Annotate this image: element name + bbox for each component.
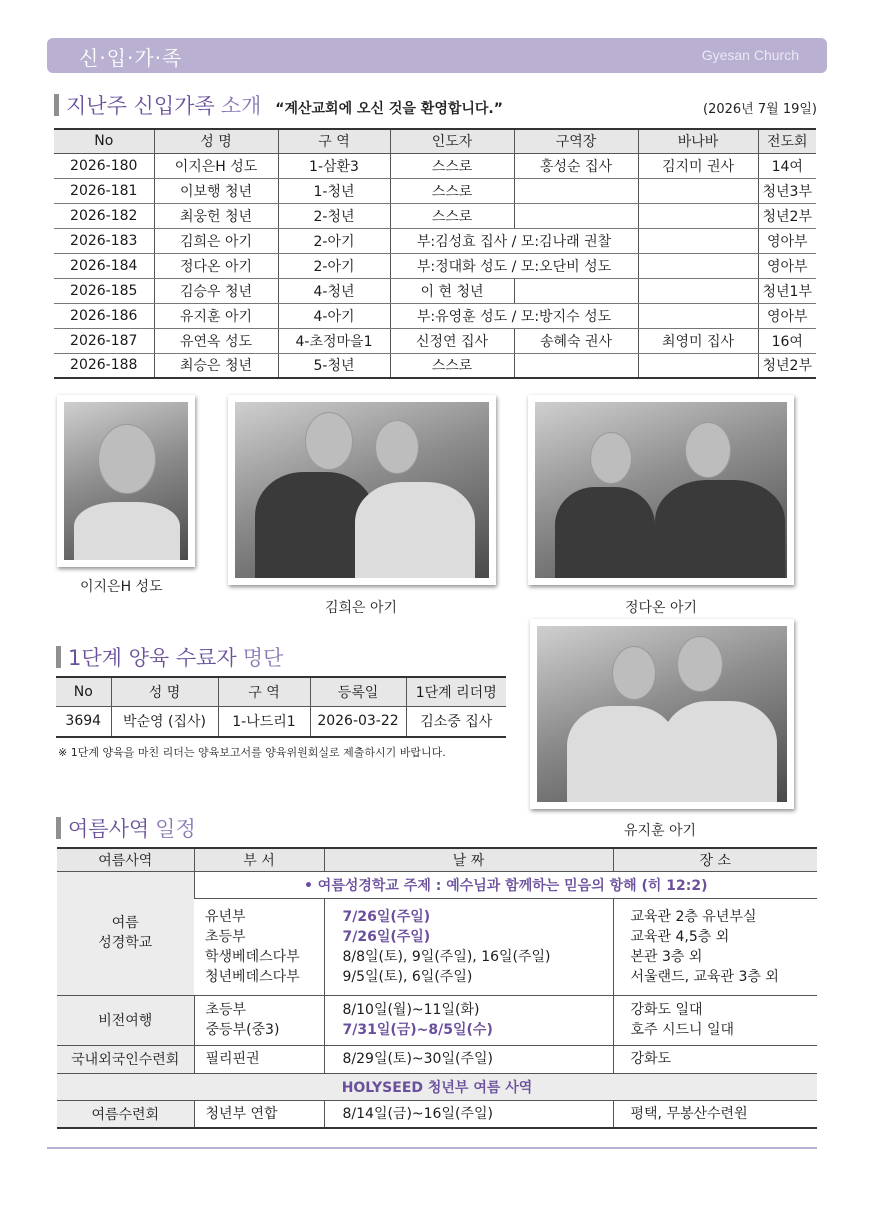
dept-line: 청년베데스다부 — [205, 968, 300, 985]
date-line: 8/10일(월)~11일(화) — [342, 1002, 480, 1018]
header-title: 신·입·가·족 — [79, 46, 183, 70]
cell-depts — [194, 995, 324, 1045]
cell-no: 2026-182 — [54, 203, 154, 228]
cell-program: 국내외국인수련회 — [57, 1045, 194, 1073]
cell-barnabas — [638, 353, 758, 378]
date-note: (2026년 7월 19일) — [703, 102, 817, 117]
cell-leader — [514, 353, 638, 378]
cell-no: 2026-184 — [54, 253, 154, 278]
cell-no: 2026-188 — [54, 353, 154, 378]
church-name: Gyesan Church — [701, 47, 799, 63]
col-header: 전도회 — [758, 129, 816, 153]
table-row — [57, 1100, 817, 1128]
cell-barnabas: 최영미 집사 — [638, 328, 758, 353]
cell-guide: 스스로 — [390, 353, 514, 378]
date-line: 7/31일(금)~8/5일(수) — [342, 1022, 493, 1038]
program-label: 성경학교 — [98, 935, 153, 951]
cell-area: 5-청년 — [278, 353, 390, 378]
place-line: 서울랜드, 교육관 3층 외 — [630, 968, 779, 985]
col-header: 부 서 — [194, 848, 324, 871]
cell-name: 김승우 청년 — [154, 278, 278, 303]
cell-dept: 청년2부 — [758, 353, 816, 378]
cell-place: 강화도 — [613, 1045, 817, 1073]
place-line: 교육관 2층 유년부실 — [630, 908, 757, 925]
cell-barnabas — [638, 278, 758, 303]
table-row — [54, 228, 816, 253]
cell-barnabas: 김지미 권사 — [638, 153, 758, 178]
cell-dept: 영아부 — [758, 303, 816, 328]
cell-dept: 영아부 — [758, 228, 816, 253]
heading-bar — [56, 817, 61, 839]
cell-name: 이지은H 성도 — [154, 153, 278, 178]
cell-guide: 스스로 — [390, 178, 514, 203]
cell-dates — [324, 898, 613, 995]
cell-no: 3694 — [56, 706, 111, 737]
heading-strong: 여름사역 — [68, 817, 150, 841]
dept-line: 학생베데스다부 — [205, 948, 300, 965]
col-header: 바나바 — [638, 129, 758, 153]
cell-no: 2026-185 — [54, 278, 154, 303]
table-row — [54, 303, 816, 328]
table-row — [54, 253, 816, 278]
heading-strong: 지난주 신입가족 — [66, 94, 215, 118]
table-header-row — [57, 848, 817, 871]
program-label: 여름 — [111, 915, 139, 931]
cell-area: 2-아기 — [278, 253, 390, 278]
cell-barnabas — [638, 203, 758, 228]
col-header: 성 명 — [111, 677, 218, 706]
photo-caption: 정다온 아기 — [625, 600, 698, 616]
cell-dept: 14여 — [758, 153, 816, 178]
cell-area: 2-아기 — [278, 228, 390, 253]
cell-program: 비전여행 — [57, 995, 194, 1045]
footer-divider — [47, 1147, 817, 1149]
cell-parents: 부:유영훈 성도 / 모:방지수 성도 — [390, 303, 638, 328]
dept-line: 중등부(중3) — [205, 1022, 280, 1038]
table-row — [54, 178, 816, 203]
photo-image — [235, 402, 489, 578]
cell-barnabas — [638, 253, 758, 278]
cell-guide: 신정연 집사 — [390, 328, 514, 353]
place-line: 강화도 일대 — [630, 1002, 703, 1018]
cell-dept: 16여 — [758, 328, 816, 353]
cell-name: 김희은 아기 — [154, 228, 278, 253]
photo-family — [528, 395, 794, 585]
cell-leader: 홍성순 집사 — [514, 153, 638, 178]
cell-leader — [514, 178, 638, 203]
section-newcomers-heading — [54, 90, 503, 120]
place-line: 호주 시드니 일대 — [630, 1022, 735, 1038]
cell-barnabas — [638, 303, 758, 328]
cell-leader: 송혜숙 권사 — [514, 328, 638, 353]
cell-area: 1-청년 — [278, 178, 390, 203]
col-header: 성 명 — [154, 129, 278, 153]
cell-places — [613, 995, 817, 1045]
photo-caption: 이지은H 성도 — [80, 579, 163, 595]
cell-barnabas — [638, 178, 758, 203]
dept-line: 초등부 — [205, 928, 246, 945]
cell-place: 평택, 무봉산수련원 — [613, 1100, 817, 1128]
cell-dept: 청년1부 — [758, 278, 816, 303]
col-header: 구역장 — [514, 129, 638, 153]
col-header: No — [56, 677, 111, 706]
table-row — [54, 328, 816, 353]
cell-guide: 스스로 — [390, 153, 514, 178]
cell-dept: 청년부 연합 — [194, 1100, 324, 1128]
cell-dept: 청년3부 — [758, 178, 816, 203]
cell-name: 정다온 아기 — [154, 253, 278, 278]
cell-no: 2026-180 — [54, 153, 154, 178]
cell-area: 1-삼환3 — [278, 153, 390, 178]
cell-name: 유연옥 성도 — [154, 328, 278, 353]
photo-image — [64, 402, 188, 560]
col-header: No — [54, 129, 154, 153]
training-table — [56, 676, 506, 738]
table-row — [54, 153, 816, 178]
heading-strong: 1단계 양육 수료자 — [68, 646, 237, 670]
cell-dept: 청년2부 — [758, 203, 816, 228]
photo-portrait — [57, 395, 195, 567]
cell-area: 2-청년 — [278, 203, 390, 228]
cell-area: 1-나드리1 — [218, 706, 310, 737]
cell-barnabas — [638, 228, 758, 253]
heading-light: 일정 — [155, 817, 196, 841]
heading-light: 명단 — [242, 646, 284, 670]
cell-no: 2026-186 — [54, 303, 154, 328]
cell-name: 유지훈 아기 — [154, 303, 278, 328]
table-header-row — [56, 677, 506, 706]
dept-line: 유년부 — [205, 908, 246, 925]
holyseed-banner: HOLYSEED 청년부 여름 사역 — [57, 1073, 817, 1100]
photo-image — [537, 626, 787, 802]
table-row — [54, 203, 816, 228]
heading-light: 소개 — [220, 94, 262, 118]
cell-leader — [514, 203, 638, 228]
cell-guide: 스스로 — [390, 203, 514, 228]
cell-parents: 부:김성효 집사 / 모:김나래 권찰 — [390, 228, 638, 253]
cell-parents: 부:정대화 성도 / 모:오단비 성도 — [390, 253, 638, 278]
place-line: 본관 3층 외 — [630, 948, 703, 965]
col-header: 날 짜 — [324, 848, 613, 871]
cell-places — [613, 898, 817, 995]
date-line: 7/26일(주일) — [342, 908, 431, 925]
header-bar — [47, 38, 827, 73]
cell-program: 여름수련회 — [57, 1100, 194, 1128]
cell-no: 2026-187 — [54, 328, 154, 353]
col-header: 등록일 — [310, 677, 406, 706]
place-line: 교육관 4,5층 외 — [630, 928, 730, 945]
heading-bar — [54, 94, 59, 116]
training-note: ※ 1단계 양육을 마친 리더는 양육보고서를 양육위원회실로 제출하시기 바랍니다. — [58, 746, 446, 759]
cell-guide: 이 현 청년 — [390, 278, 514, 303]
cell-depts — [194, 898, 324, 995]
col-header: 장 소 — [613, 848, 817, 871]
section-training-heading — [56, 642, 283, 672]
newcomers-table — [54, 128, 816, 379]
vbs-theme: • 여름성경학교 주제 : 예수님과 함께하는 믿음의 항해 (히 12:2) — [194, 871, 817, 898]
cell-dept: 필리핀권 — [194, 1045, 324, 1073]
table-row — [54, 353, 816, 378]
heading-bar — [56, 646, 61, 668]
photo-family — [228, 395, 496, 585]
cell-area: 4-아기 — [278, 303, 390, 328]
cell-dates — [324, 995, 613, 1045]
col-header: 구 역 — [218, 677, 310, 706]
dept-line: 초등부 — [205, 1002, 247, 1018]
cell-no: 2026-183 — [54, 228, 154, 253]
table-row — [57, 995, 817, 1045]
section-summer-heading — [56, 813, 196, 843]
photo-image — [535, 402, 787, 578]
date-line: 9/5일(토), 6일(주일) — [342, 968, 473, 985]
date-line: 7/26일(주일) — [342, 928, 431, 945]
cell-name: 이보행 청년 — [154, 178, 278, 203]
cell-name: 최승은 청년 — [154, 353, 278, 378]
table-row — [56, 706, 506, 737]
photo-caption: 유지훈 아기 — [624, 823, 697, 839]
cell-area: 4-청년 — [278, 278, 390, 303]
table-row — [54, 278, 816, 303]
cell-leader: 김소중 집사 — [406, 706, 506, 737]
photo-family — [530, 619, 794, 809]
col-header: 구 역 — [278, 129, 390, 153]
cell-program — [57, 871, 194, 995]
cell-leader — [514, 278, 638, 303]
cell-date: 8/14일(금)~16일(주일) — [324, 1100, 613, 1128]
cell-date: 2026-03-22 — [310, 706, 406, 737]
cell-date: 8/29일(토)~30일(주일) — [324, 1045, 613, 1073]
table-row — [57, 871, 817, 898]
photo-caption: 김희은 아기 — [325, 600, 398, 616]
cell-dept: 영아부 — [758, 253, 816, 278]
col-header: 1단계 리더명 — [406, 677, 506, 706]
table-header-row — [54, 129, 816, 153]
summer-schedule-table — [57, 847, 817, 1129]
date-line: 8/8일(토), 9일(주일), 16일(주일) — [342, 948, 551, 965]
cell-name: 박순영 (집사) — [111, 706, 218, 737]
col-header: 여름사역 — [57, 848, 194, 871]
cell-no: 2026-181 — [54, 178, 154, 203]
welcome-text: “계산교회에 오신 것을 환영합니다.” — [275, 101, 503, 117]
cell-area: 4-초정마을1 — [278, 328, 390, 353]
table-row — [57, 1045, 817, 1073]
col-header: 인도자 — [390, 129, 514, 153]
table-row — [57, 1073, 817, 1100]
cell-name: 최웅헌 청년 — [154, 203, 278, 228]
